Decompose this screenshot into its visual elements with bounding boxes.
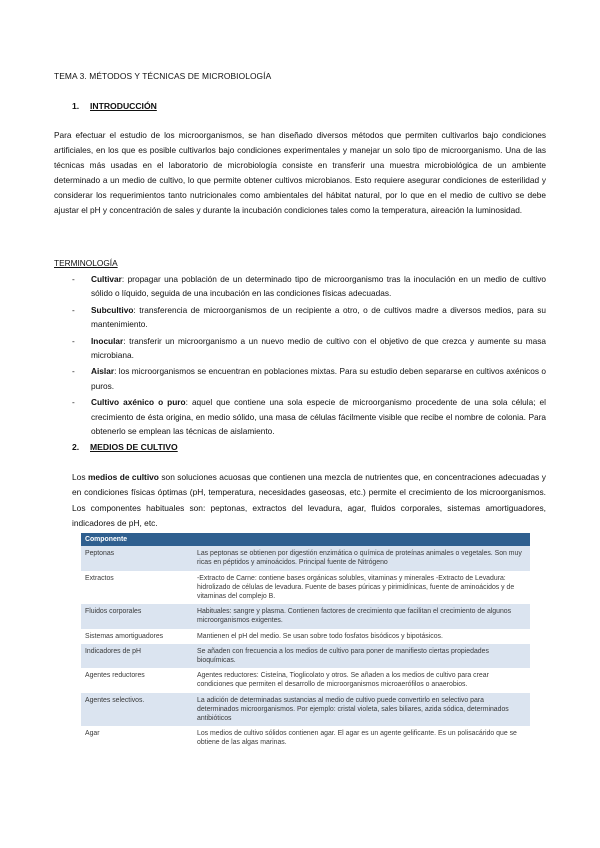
table-row [81,629,530,644]
bullet-dash: - [72,397,75,408]
terminology-heading: TERMINOLOGÍA [54,258,118,268]
medios-paragraph [72,470,546,532]
intro-text: Para efectuar el estudio de los microorganismos, se han diseñado diversos métodos que permiten cultivarlos bajo condiciones artificiales, en los que es posible cultivarlos bajo condiciones experimentales y manejar un solo tipo de microorganismo. Una de las técnicas más usadas en el laboratorio de microbiología consiste en transferir una muestra microbiológica de un ambiente determinado a un medio de cultivo, lo que permite obtener cultivos microbianos. Esto requiere asegurar condiciones de esterilidad y considerar los requerimientos tanto nutricionales como ambientales del hábitat natural, por lo que en el medio de cultivo se debe ajustar el pH y concentración de sales y durante la incubación condiciones tales como la temperatura, aireación la luminosidad. [54,130,546,216]
bullet-dash: - [72,274,75,284]
term-name: Subcultivo [91,304,134,315]
bullet-dash: - [72,304,75,315]
table-row [81,726,530,750]
table-header-row [81,533,530,546]
component-description-cell: Agentes reductores: Cisteína, Tioglicolato y otros. Se añaden a los medios de cultivo para crear condiciones que permiten el desarrollo de microorganismos microaerófilos o anaerobios. [193,668,530,692]
term-name: Inocular [91,335,124,346]
term-definition: : aquel que contiene una sola especie de microorganismo procedente de una sola célula; el crecimiento de ésta origina, en medio sólido, una masa de células fácilmente visible que recibe el nombre de colonia. Para obtenerlo se emplean las técnicas de aislamiento. [91,397,546,437]
table-row [81,604,530,628]
bullet-dash: - [72,366,75,377]
component-name-cell: Extractos [81,571,193,605]
component-description-cell: Las peptonas se obtienen por digestión enzimática o química de proteínas animales o vegetales. Son muy ricas en péptidos y aminoácidos. Principal fuente de Nitrógeno [193,546,530,570]
section-title: MEDIOS DE CULTIVO [90,442,178,452]
medios-text: son soluciones acuosas que contienen una mezcla de nutrientes que, en concentraciones adecuadas y en condiciones físicas óptimas (pH, temperatura, necesidades gaseosas, etc.) permite el crecimiento de los microorganismos. Los componentes habituales son: peptonas, extractos del levadura, agar, fluidos corporales, sistemas amortiguadores, indicadores de pH, etc. [72,472,546,529]
component-description-cell: La adición de determinadas sustancias al medio de cultivo puede convertirlo en selectivo para determinados microorganismos. Por ejemplo: cristal violeta, sales biliares, azida sódica, determinados antibióticos [193,693,530,727]
table-row [81,644,530,668]
section-number: 1. [72,101,80,111]
terminology-item [54,364,546,393]
intro-paragraph [54,128,546,219]
component-name-cell: Agentes reductores [81,668,193,692]
table-body [81,546,530,750]
term-definition: : propagar una población de un determinado tipo de microorganismo tras la inoculación en un medio de cultivo sólido o líquido, seguida de una incubación en las condiciones físicas adecuadas. [91,274,546,299]
component-name-cell: Peptonas [81,546,193,570]
component-name-cell: Agentes selectivos. [81,693,193,727]
components-table [81,533,530,751]
component-description-cell: -Extracto de Carne: contiene bases orgánicas solubles, vitaminas y minerales -Extracto de Levadura: hidrolizado de células de levadura. Fuente de bases púricas y pirimidínicas, fuente de aminoácidos y de vitaminas del complejo B. [193,571,530,605]
terminology-list [54,272,546,440]
component-name-cell: Fluidos corporales [81,604,193,628]
term-name: Aislar [91,366,115,377]
component-name-cell: Sistemas amortiguadores [81,629,193,644]
section-title: INTRODUCCIÓN [90,101,157,111]
terminology-item [54,272,546,301]
bullet-dash: - [72,335,75,346]
term-name: Cultivo axénico o puro [91,397,186,408]
table-row [81,546,530,570]
table-row [81,571,530,605]
term-definition: : transferir un microorganismo a un nuevo medio de cultivo con el objetivo de que crezca y aumente su masa microbiana. [91,335,546,361]
component-description-cell: Mantienen el pH del medio. Se usan sobre todo fosfatos bisódicos y bipotásicos. [193,629,530,644]
component-name-cell: Agar [81,726,193,750]
section-heading-introduccion [72,101,157,111]
medios-lead: Los [72,472,88,482]
term-name: Cultivar [91,274,122,284]
component-description-cell: Los medios de cultivo sólidos contienen agar. El agar es un agente gelificante. Es un polisacárido que se obtiene de las algas marinas. [193,726,530,750]
term-definition: : los microorganismos se encuentran en poblaciones mixtas. Para su estudio deben separarse en cultivos axénicos o puros. [91,366,546,391]
medios-bold-term: medios de cultivo [87,472,159,482]
component-description-cell: Se añaden con frecuencia a los medios de cultivo para poner de manifiesto ciertas propiedades bioquímicas. [193,644,530,668]
component-name-cell: Indicadores de pH [81,644,193,668]
terminology-item [54,395,546,438]
component-description-cell: Habituales: sangre y plasma. Contienen factores de crecimiento que facilitan el crecimiento de algunos microorganismos exigentes. [193,604,530,628]
table-row [81,693,530,727]
term-definition: : transferencia de microorganismos de un recipiente a otro, o de cultivos madre a diversos medios, para su mantenimiento. [91,304,546,330]
terminology-item [54,303,546,332]
terminology-item [54,334,546,363]
table-row [81,668,530,692]
section-number: 2. [72,442,80,452]
table-header-cell: Componente [81,533,530,546]
document-title: TEMA 3. MÉTODOS Y TÉCNICAS DE MICROBIOLOGÍA [54,71,272,81]
section-heading-medios [72,442,178,452]
